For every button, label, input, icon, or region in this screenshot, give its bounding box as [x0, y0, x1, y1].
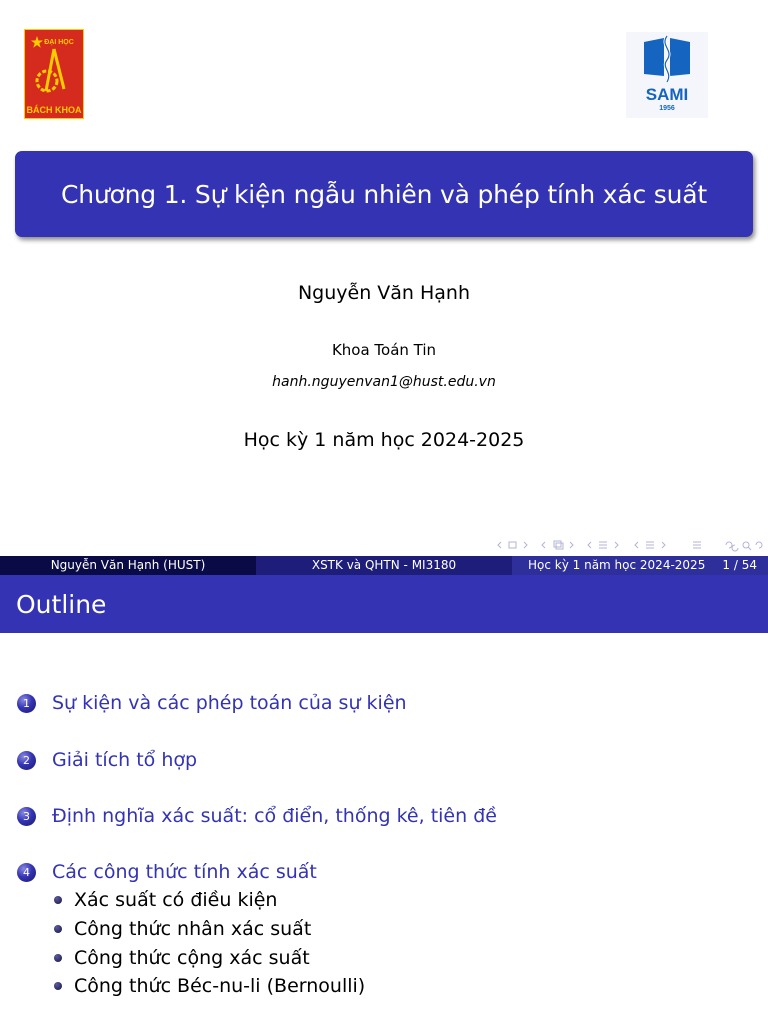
presentation-date: Học kỳ 1 năm học 2024-2025	[243, 429, 525, 451]
institute: Khoa Toán Tin	[331, 341, 437, 359]
author-email: hanh.nguyenvan1@hust.edu.vn	[272, 374, 496, 390]
toc-subitem-label[interactable]: Xác suất có điều kiện	[74, 889, 278, 911]
frame-title-bar	[0, 575, 768, 633]
toc-label[interactable]: Định nghĩa xác suất: cổ điển, thống kê, tiên đề	[52, 805, 497, 827]
title-block	[15, 151, 753, 237]
toc-subitem[interactable]	[54, 918, 311, 940]
hust-logo	[24, 29, 84, 119]
toc-number-ball: 2	[17, 751, 36, 770]
toc-item-3[interactable]	[17, 805, 497, 827]
bullet-icon	[54, 954, 62, 962]
nav-search-icon[interactable]	[726, 542, 762, 551]
toc-item-2[interactable]	[17, 749, 197, 771]
bullet-icon	[54, 925, 62, 933]
presentation-title: Chương 1. Sự kiện ngẫu nhiên và phép tính xác suất	[61, 179, 707, 209]
page-number: 1 / 54	[722, 558, 757, 572]
toc-subitem-label[interactable]: Công thức cộng xác suất	[74, 947, 310, 969]
nav-subsection-icon[interactable]	[542, 541, 573, 549]
toc-label[interactable]: Các công thức tính xác suất	[52, 861, 317, 883]
nav-doc-icon[interactable]	[635, 542, 701, 548]
toc-number-ball: 3	[17, 807, 36, 826]
toc-subitem[interactable]	[54, 975, 365, 997]
toc-number-ball: 1	[17, 694, 36, 713]
hust-logo-bottom-text: BÁCH KHOA	[26, 105, 82, 115]
toc-subitem[interactable]	[54, 889, 277, 911]
toc-label[interactable]: Sự kiện và các phép toán của sự kiện	[52, 692, 407, 714]
nav-section-icon[interactable]	[588, 542, 618, 548]
frame-title: Outline	[16, 590, 107, 619]
sami-logo-name: SAMI	[645, 85, 689, 104]
footline-date: Học kỳ 1 năm học 2024-2025	[528, 558, 706, 572]
toc-item-1[interactable]	[17, 692, 407, 714]
sami-logo	[626, 32, 708, 118]
nav-frame-icon[interactable]	[498, 542, 527, 548]
toc-number-ball: 4	[17, 863, 36, 882]
sami-logo-year: 1956	[659, 105, 675, 112]
navigation-symbols[interactable]	[497, 538, 763, 552]
author-name: Nguyễn Văn Hạnh	[297, 282, 471, 304]
footline-date-cell	[512, 556, 768, 575]
toc-item-4[interactable]	[17, 861, 317, 883]
toc-label[interactable]: Giải tích tổ hợp	[52, 749, 198, 771]
footline	[0, 556, 768, 575]
toc-subitem[interactable]	[54, 947, 310, 969]
toc-subitem-label[interactable]: Công thức Béc-nu-li (Bernoulli)	[74, 975, 366, 997]
toc-subitem-label[interactable]: Công thức nhân xác suất	[74, 918, 312, 940]
hust-logo-top-text: ĐẠI HỌC	[44, 39, 74, 46]
bullet-icon	[54, 982, 62, 990]
footline-title: XSTK và QHTN - MI3180	[256, 556, 512, 575]
bullet-icon	[54, 896, 62, 904]
footline-author: Nguyễn Văn Hạnh (HUST)	[0, 556, 256, 575]
